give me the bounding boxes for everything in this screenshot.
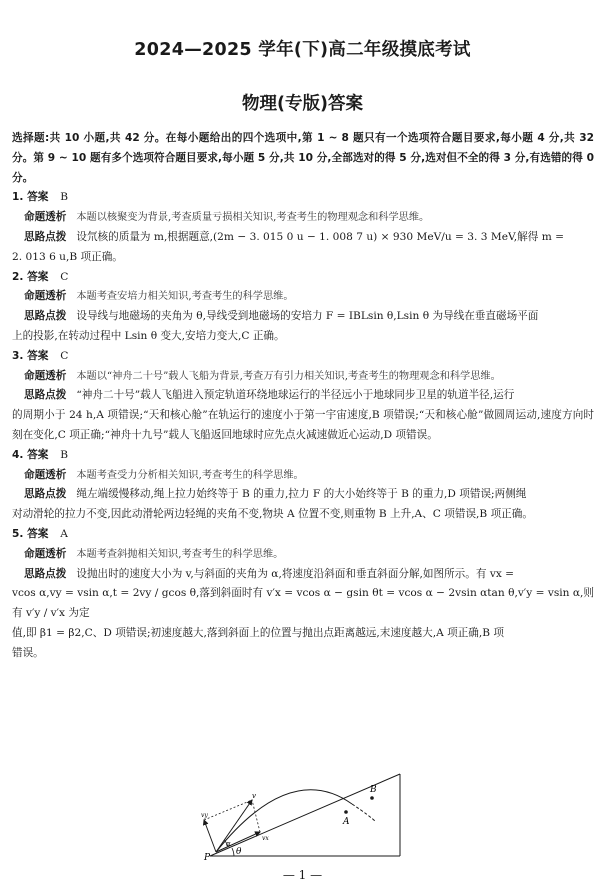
answer-letter: C [60, 270, 69, 283]
hint-label: 思路点拨 [24, 230, 67, 243]
answer-label: 答案 [27, 349, 49, 362]
question-1-answer [12, 188, 594, 208]
hint-label: 思路点拨 [24, 567, 67, 580]
answer-letter: C [60, 349, 69, 362]
question-5-hint-cont-2: 错误。 [12, 646, 44, 659]
section-intro: 选择题:共 10 小题,共 42 分。在每小题给出的四个选项中,第 1 ~ 8 题只有一个选项符合题目要求,每小题 4 分,共 32 分。第 9 ~ 10 题有多个选项符合题目要求,每小题 5 分,共 10 分,全部选对的得 5 分,选对但不全的得 3 分,有选错的得 0 分。 [12, 132, 594, 184]
answer-label: 答案 [27, 270, 49, 283]
page-number: — 1 — [282, 868, 323, 882]
question-5-analysis [12, 545, 594, 565]
question-number: 4. [12, 448, 24, 461]
hint-text: 设导线与地磁场的夹角为 θ,导线受到地磁场的安培力 F = IBLsin θ,Lsin θ 为导线在垂直磁场平面 [76, 310, 539, 323]
hint-text: 设抛出时的速度大小为 v,与斜面的夹角为 α,将速度沿斜面和垂直斜面分解,如图所示。有 vx = [76, 567, 515, 580]
analysis-text: 本题考查斜抛相关知识,考查考生的科学思维。 [76, 548, 284, 560]
question-number: 5. [12, 527, 24, 540]
analysis-label: 命题透析 [24, 211, 67, 224]
label-P: P [204, 853, 211, 863]
hint-label: 思路点拨 [24, 389, 67, 402]
question-4-analysis [12, 466, 594, 486]
theta-arc [232, 848, 234, 856]
analysis-label: 命题透析 [24, 468, 67, 481]
question-1-hint-cont: 2. 013 6 u,B 项正确。 [12, 250, 123, 263]
answer-letter: B [60, 448, 69, 461]
label-vx: vx [262, 835, 269, 842]
question-5-equation-line: vcos α,vy = vsin α,t = 2vy / gcos θ,落到斜面时有 v′x = vcos α − gsin θt = vcos α − 2vsin αtan θ,v′y = vsin α,则有 v′y / v′x 为定 [12, 587, 594, 620]
analysis-label: 命题透析 [24, 290, 67, 303]
question-2-analysis [12, 287, 594, 307]
answer-key-title: 物理(专版)答案 [242, 94, 363, 114]
answer-letter: A [60, 527, 68, 540]
question-4-hint-cont: 对动滑轮的拉力不变,因此动滑轮两边轻绳的夹角不变,物块 A 位置不变,则重物 B 上升,A、C 项错误,B 项正确。 [12, 508, 533, 521]
answer-label: 答案 [27, 527, 49, 540]
analysis-text: 本题以核聚变为背景,考查质量亏损相关知识,考查考生的物理观念和科学思维。 [76, 212, 430, 224]
question-3-answer [12, 347, 594, 367]
question-2-answer [12, 268, 594, 288]
point-B-dot [370, 796, 374, 800]
question-1-hint [12, 228, 594, 248]
question-number: 3. [12, 349, 24, 362]
label-A: A [343, 817, 350, 827]
analysis-text: 本题考查受力分析相关知识,考查考生的科学思维。 [76, 469, 304, 481]
analysis-text: 本题考查安培力相关知识,考查考生的科学思维。 [76, 291, 294, 303]
question-5-answer [12, 525, 594, 545]
answer-label: 答案 [27, 191, 49, 204]
question-4-hint [12, 485, 594, 505]
hint-text: “神舟二十号”载人飞船进入预定轨道环绕地球运行的半径远小于地球同步卫星的轨道半径,运行 [76, 389, 515, 402]
label-vy: vy [201, 812, 208, 819]
hint-label: 思路点拨 [24, 310, 67, 323]
question-2-hint-cont: 上的投影,在转动过程中 Lsin θ 变大,安培力变大,C 正确。 [12, 329, 285, 342]
point-A-dot [344, 810, 348, 814]
answer-label: 答案 [27, 448, 49, 461]
question-number: 1. [12, 191, 24, 204]
dashed-guide-2 [252, 800, 260, 832]
analysis-label: 命题透析 [24, 369, 67, 382]
answer-letter: B [60, 191, 69, 204]
question-4-answer [12, 446, 594, 466]
hint-label: 思路点拨 [24, 488, 67, 501]
question-number: 2. [12, 270, 24, 283]
question-2-hint [12, 307, 594, 327]
analysis-text: 本题以“神舟二十号”载人飞船为背景,考查万有引力相关知识,考查考生的物理观念和科学思维。 [76, 370, 501, 382]
trajectory-dashed [352, 804, 376, 822]
hint-text: 绳左端缓慢移动,绳上拉力始终等于 B 的重力,拉力 F 的大小始终等于 B 的重力,D 项错误;两侧绳 [76, 488, 527, 501]
incline-projectile-figure [200, 770, 412, 866]
label-B: B [370, 785, 377, 795]
vy-component [204, 820, 216, 852]
exam-title: 2024—2025 学年(下)高二年级摸底考试 [134, 40, 471, 60]
label-theta: θ [236, 847, 242, 857]
question-3-analysis [12, 367, 594, 387]
label-alpha: α [226, 840, 231, 848]
hint-text: 设氘核的质量为 m,根据题意,(2m − 3. 015 0 u − 1. 008 7 u) × 930 MeV/u = 3. 3 MeV,解得 m = [76, 230, 564, 243]
question-3-hint-cont: 的周期小于 24 h,A 项错误;“天和核心舱”在轨运行的速度小于第一宇宙速度,B 项错误;“天和核心舱”做圆周运动,速度方向时刻在变化,C 项正确;“神舟十九号”载人飞船返回地球时应先点火减速做近心运动,D 项错误。 [12, 409, 594, 441]
question-5-hint-cont: 值,即 β1 = β2,C、D 项错误;初速度越大,落到斜面上的位置与抛出点距离越远,末速度越大,A 项正确,B 项 [12, 626, 504, 639]
question-5-hint [12, 565, 594, 585]
label-v: v [252, 792, 256, 800]
analysis-label: 命题透析 [24, 547, 67, 560]
document-body [12, 129, 594, 664]
question-1-analysis [12, 208, 594, 228]
question-3-hint [12, 386, 594, 406]
